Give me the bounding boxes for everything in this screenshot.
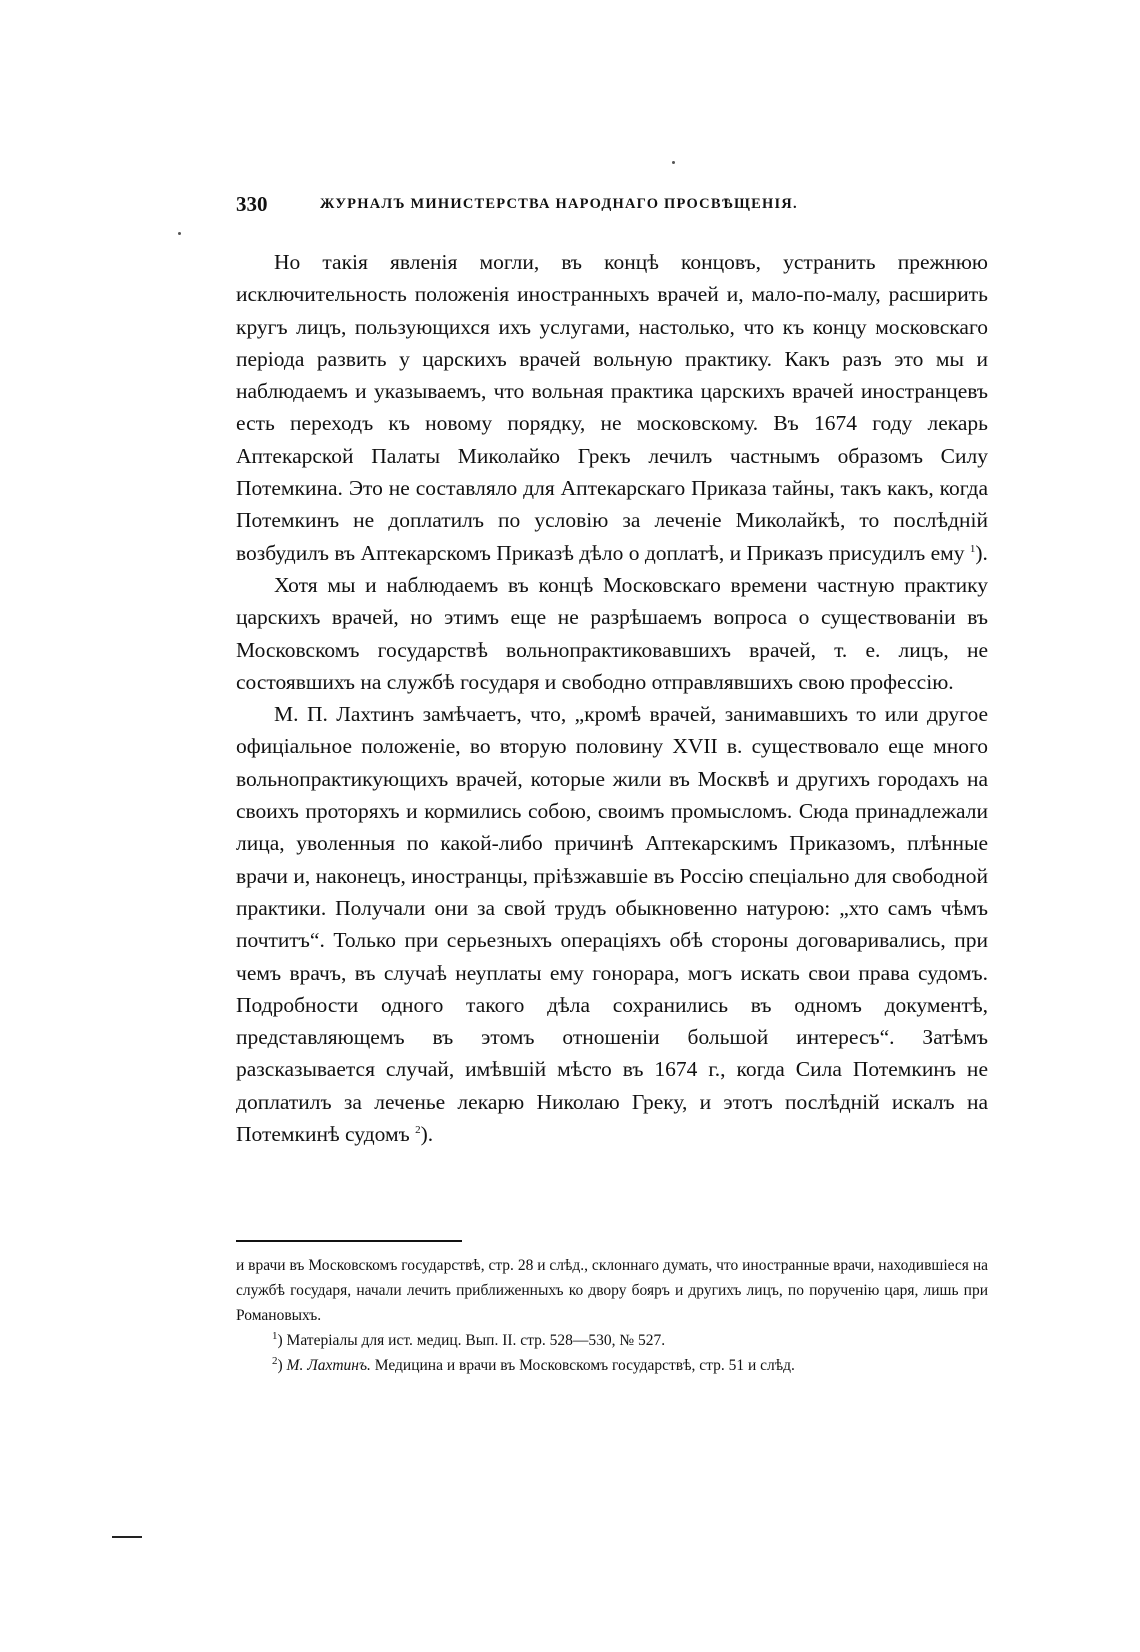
scan-speck — [672, 161, 675, 164]
paragraph — [236, 569, 988, 698]
footnote-marker: 1 — [272, 1329, 278, 1342]
footnotes — [236, 1253, 988, 1378]
page-number: 330 — [236, 192, 268, 216]
page-header — [236, 192, 988, 222]
paragraph-text: Хотя мы и наблюдаемъ въ концѣ Московскаго времени частную практику царскихъ врачей, но этимъ еще не разрѣшаемъ вопроса о существованіи въ Московскомъ государствѣ вольнопрактиковавшихъ врачей, т. е. лицъ, не состоявшихъ на службѣ государя и свободно отправлявшихъ свою профессію. — [236, 572, 988, 694]
footnote-marker: 2 — [272, 1354, 278, 1367]
footnote-1 — [236, 1328, 988, 1353]
paragraph — [236, 698, 988, 1150]
footnote-ref-tail: ). — [975, 540, 988, 565]
footnote-rule — [236, 1240, 462, 1242]
scan-speck — [178, 232, 181, 235]
running-title: ЖУРНАЛЪ МИНИСТЕРСТВА НАРОДНАГО ПРОСВѢЩЕНІЯ. — [320, 196, 798, 212]
footnote-author: М. Лахтинъ. — [286, 1357, 371, 1374]
paragraph-text: М. П. Лахтинъ замѣчаетъ, что, „кромѣ врачей, занимавшихъ то или другое офиціальное положеніе, во вторую половину XVII в. существовало еще много вольнопрактикующихъ врачей, которые жили въ Москвѣ и другихъ городахъ на своихъ проторяхъ и кормились собою, своимъ промысломъ. Сюда принадлежали лица, уволенныя по какой-либо причинѣ Аптекарскимъ Приказомъ, плѣнные врачи и, наконецъ, иностранцы, пріѣзжавшіе въ Россію спеціально для свободной практики. Получали они за свой трудъ обыкновенно натурою: „хто самъ чѣмъ почтитъ“. Только при серьезныхъ операціяхъ обѣ стороны договаривались, при чемъ врачъ, въ случаѣ неуплаты ему гонорара, могъ искать свои права судомъ. Подробности одного такого дѣла сохранились въ одномъ документѣ, представляющемъ въ этомъ отношеніи большой интересъ“. Затѣмъ разсказывается случай, имѣвшій мѣсто въ 1674 г., когда Сила Потемкинъ не доплатилъ за леченье лекарю Николаю Греку, и этотъ послѣдній искалъ на Потемкинѣ судомъ — [236, 702, 988, 1147]
footnote-ref-tail: ). — [420, 1122, 434, 1147]
footnote-ref: 2 — [415, 1123, 421, 1136]
footnote-ref: 1 — [969, 542, 976, 555]
footnote-text: ) Матеріалы для ист. медиц. Вып. II. стр. 528—530, № 527. — [277, 1332, 666, 1349]
footnote-continuation: и врачи въ Московскомъ государствѣ, стр. 28 и слѣд., склоннаго думать, что иностранные врачи, находившіеся на службѣ государя, начали лечить приближенныхъ ко двору бояръ и другихъ лицъ, по порученію царя, лишь при Романовыхъ. — [236, 1257, 988, 1324]
main-text — [236, 246, 988, 1150]
paragraph-text: Но такія явленія могли, въ концѣ концовъ, устранить прежнюю исключительность положенія иностранныхъ врачей и, мало-по-малу, расширить кругъ лицъ, пользующихся ихъ услугами, настолько, что къ концу московскаго періода развить у царскихъ врачей вольную практику. Какъ разъ это мы и наблюдаемъ и указываемъ, что вольная практика царскихъ врачей иностранцевъ есть переходъ къ новому порядку, не московскому. Въ 1674 году лекарь Аптекарской Палаты Миколайко Грекъ лечилъ частнымъ образомъ Силу Потемкина. Это не составляло для Аптекарскаго Приказа тайны, такъ какъ, когда Потемкинъ не доплатилъ по условію за леченіе Миколайкѣ, то послѣдній возбудилъ въ Аптекарскомъ Приказѣ дѣло о доплатѣ, и Приказъ присудилъ ему — [236, 250, 988, 565]
footnote-text: Медицина и врачи въ Московскомъ государствѣ, стр. 51 и слѣд. — [374, 1357, 795, 1374]
paragraph — [236, 246, 988, 569]
margin-mark — [112, 1536, 142, 1538]
footnote-2: $^2$) М. Лахтинъ. Медицина и врачи въ Московскомъ государствѣ, стр. 51 и слѣд. — [272, 1354, 795, 1374]
